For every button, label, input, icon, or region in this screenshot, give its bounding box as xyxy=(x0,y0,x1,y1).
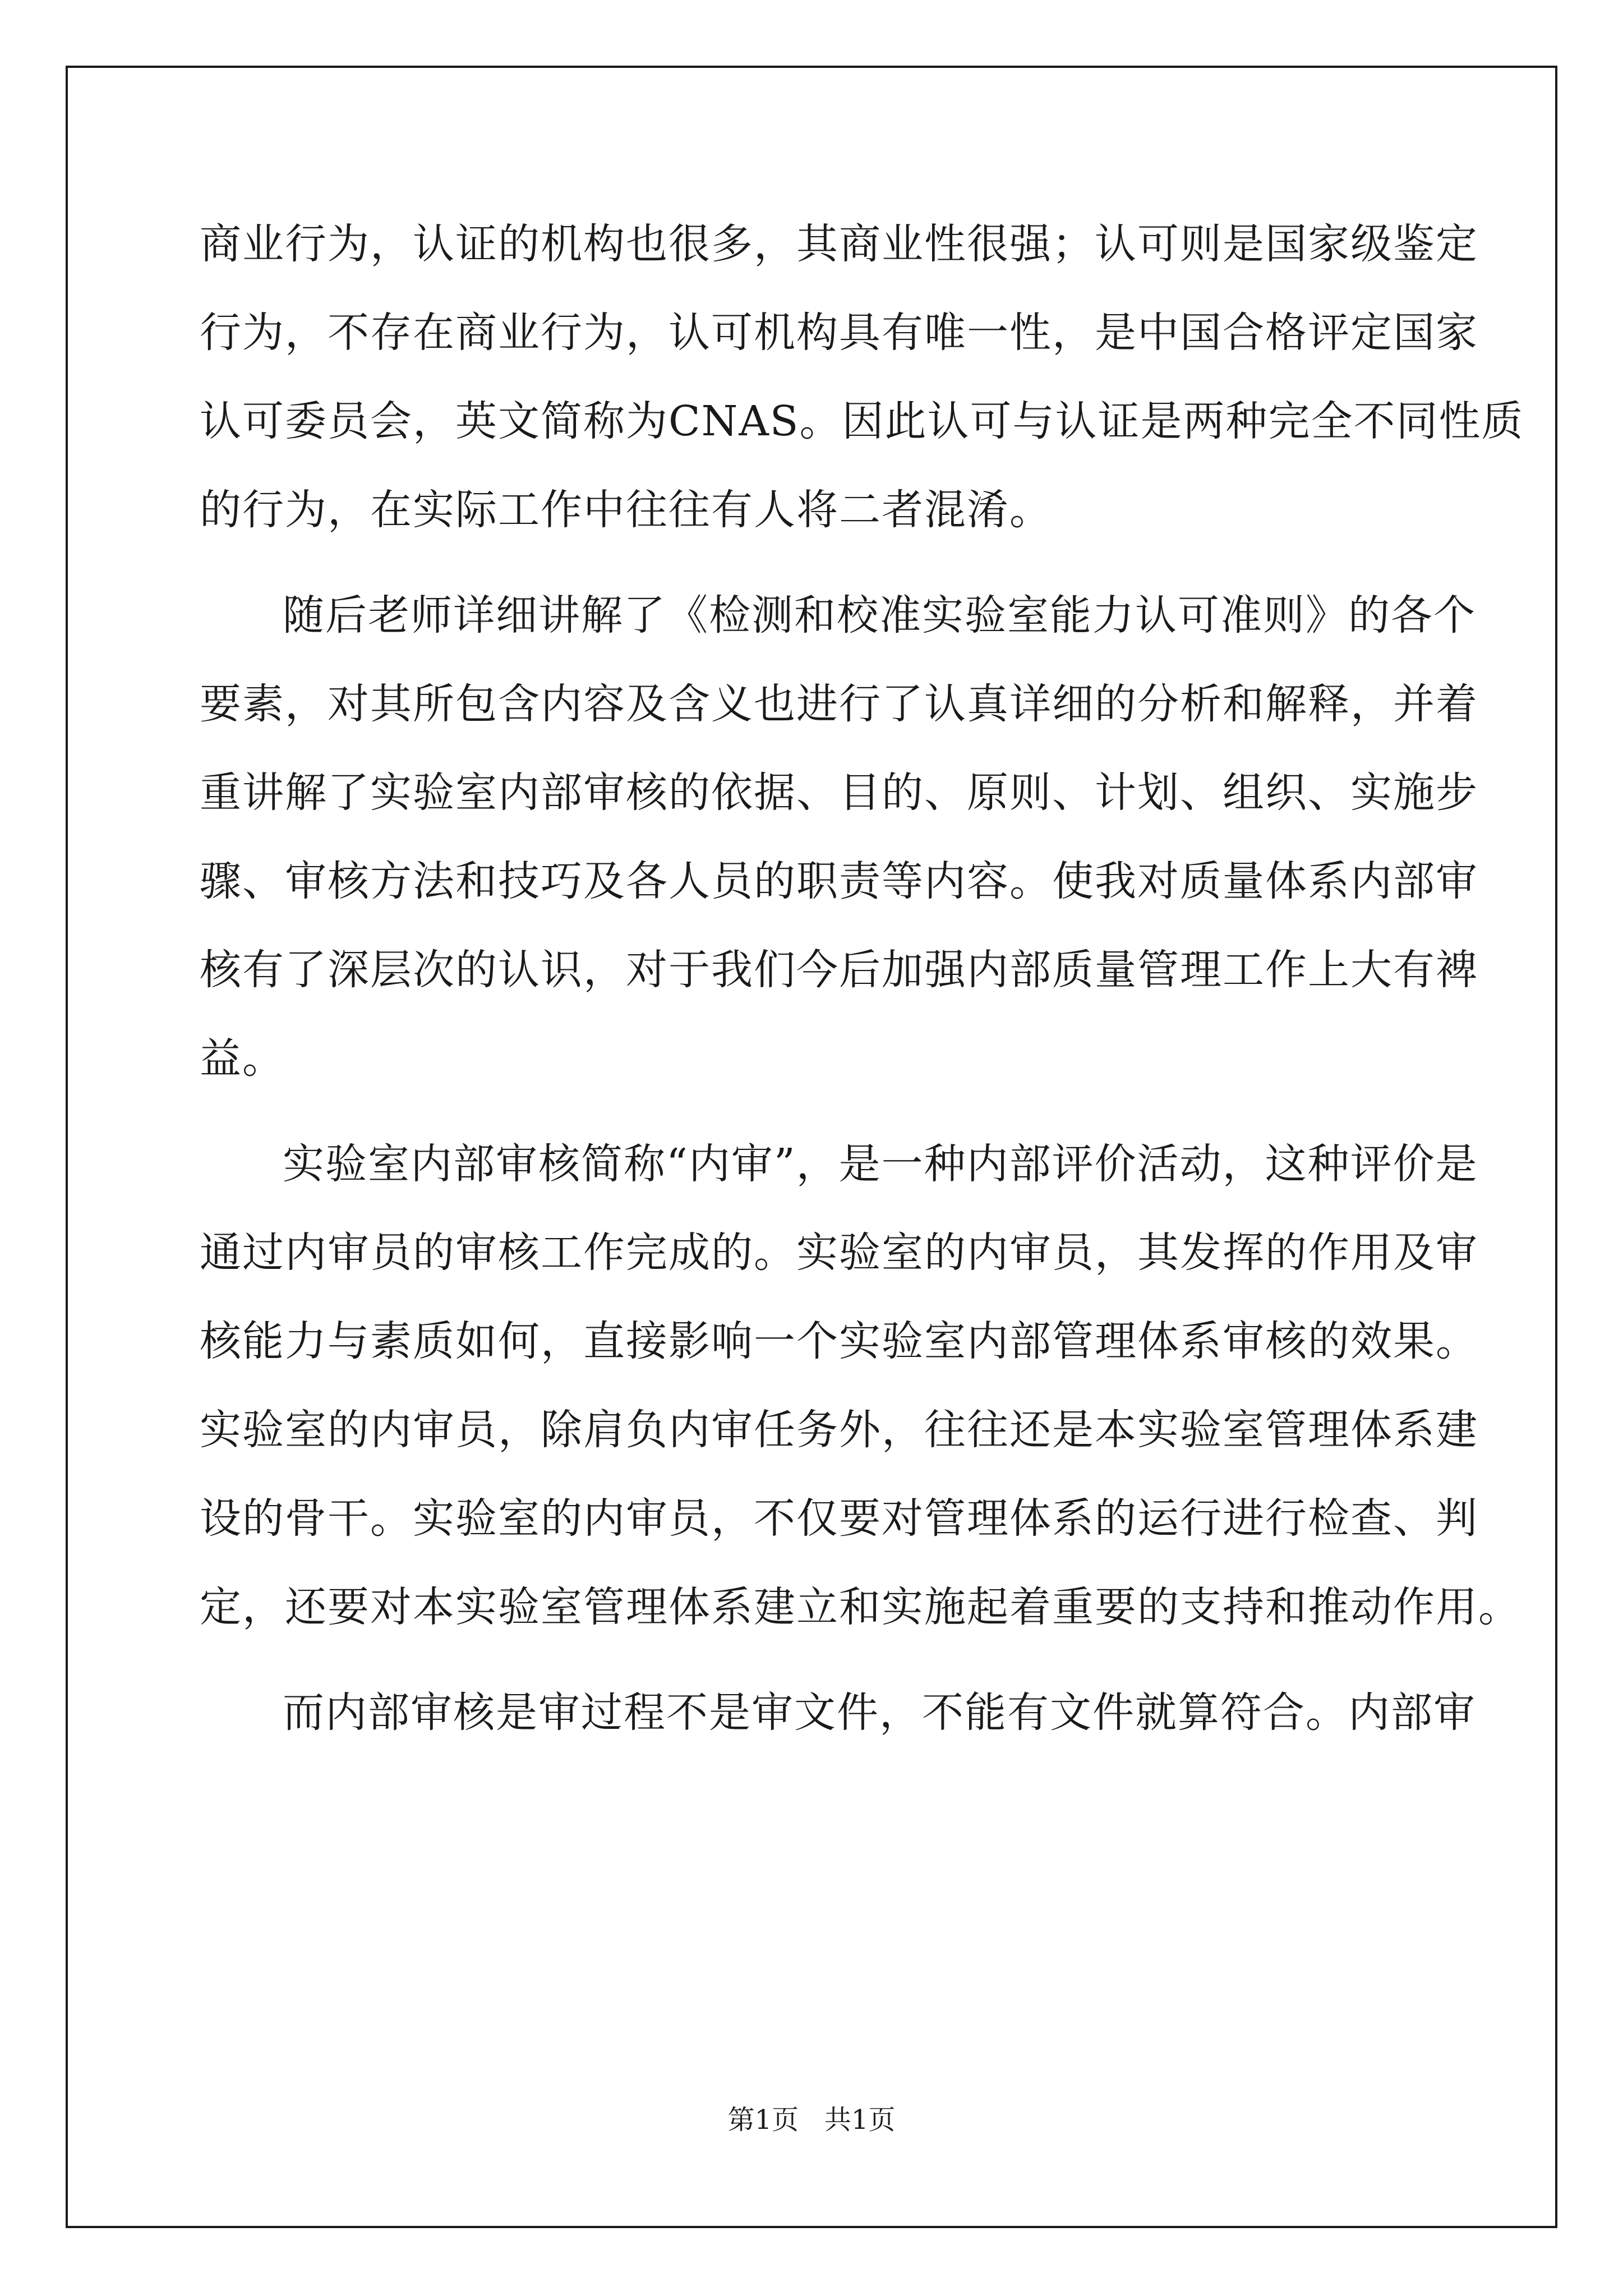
text-line: 实验室的内审员，除肩负内审任务外，往往还是本实验室管理体系建 xyxy=(200,1406,1478,1454)
text-line: 核有了深层次的认识，对于我们今后加强内部质量管理工作上大有裨 xyxy=(200,946,1478,994)
page-footer xyxy=(0,2098,1623,2137)
page-number: 第1页 xyxy=(727,2104,799,2136)
page-total: 共1页 xyxy=(824,2104,896,2136)
text-line: 设的骨干。实验室的内审员，不仅要对管理体系的运行进行检查、判 xyxy=(200,1494,1478,1543)
text-line: 的行为，在实际工作中往往有人将二者混淆。 xyxy=(200,486,1052,534)
text-line: 益。 xyxy=(200,1034,285,1083)
paragraph-3 xyxy=(200,1120,1521,1651)
paragraph-1 xyxy=(200,200,1524,554)
text-line: 商业行为，认证的机构也很多，其商业性很强；认可则是国家级鉴定 xyxy=(200,220,1478,268)
text-line: 骤、审核方法和技巧及各人员的职责等内容。使我对质量体系内部审 xyxy=(200,857,1478,905)
text-line: 而内部审核是审过程不是审文件，不能有文件就算符合。内部审 xyxy=(283,1688,1476,1737)
paragraph-4 xyxy=(200,1668,1476,1757)
text-line: 实验室内部审核简称“内审”，是一种内部评价活动，这种评价是 xyxy=(283,1140,1478,1188)
text-line: 行为，不存在商业行为，认可机构具有唯一性，是中国合格评定国家 xyxy=(200,309,1478,357)
text-line: 要素，对其所包含内容及含义也进行了认真详细的分析和解释，并着 xyxy=(200,680,1478,728)
text-line: 通过内审员的审核工作完成的。实验室的内审员，其发挥的作用及审 xyxy=(200,1228,1478,1277)
paragraph-2 xyxy=(200,571,1478,1103)
text-line: 核能力与素质如何，直接影响一个实验室内部管理体系审核的效果。 xyxy=(200,1317,1478,1365)
document-body xyxy=(200,200,1524,1757)
text-line: 定，还要对本实验室管理体系建立和实施起着重要的支持和推动作用。 xyxy=(200,1583,1521,1631)
text-line: 随后老师详细讲解了《检测和校准实验室能力认可准则》的各个 xyxy=(283,591,1476,639)
text-line: 认可委员会，英文简称为CNAS。因此认可与认证是两种完全不同性质 xyxy=(200,397,1524,445)
text-line: 重讲解了实验室内部审核的依据、目的、原则、计划、组织、实施步 xyxy=(200,769,1478,817)
